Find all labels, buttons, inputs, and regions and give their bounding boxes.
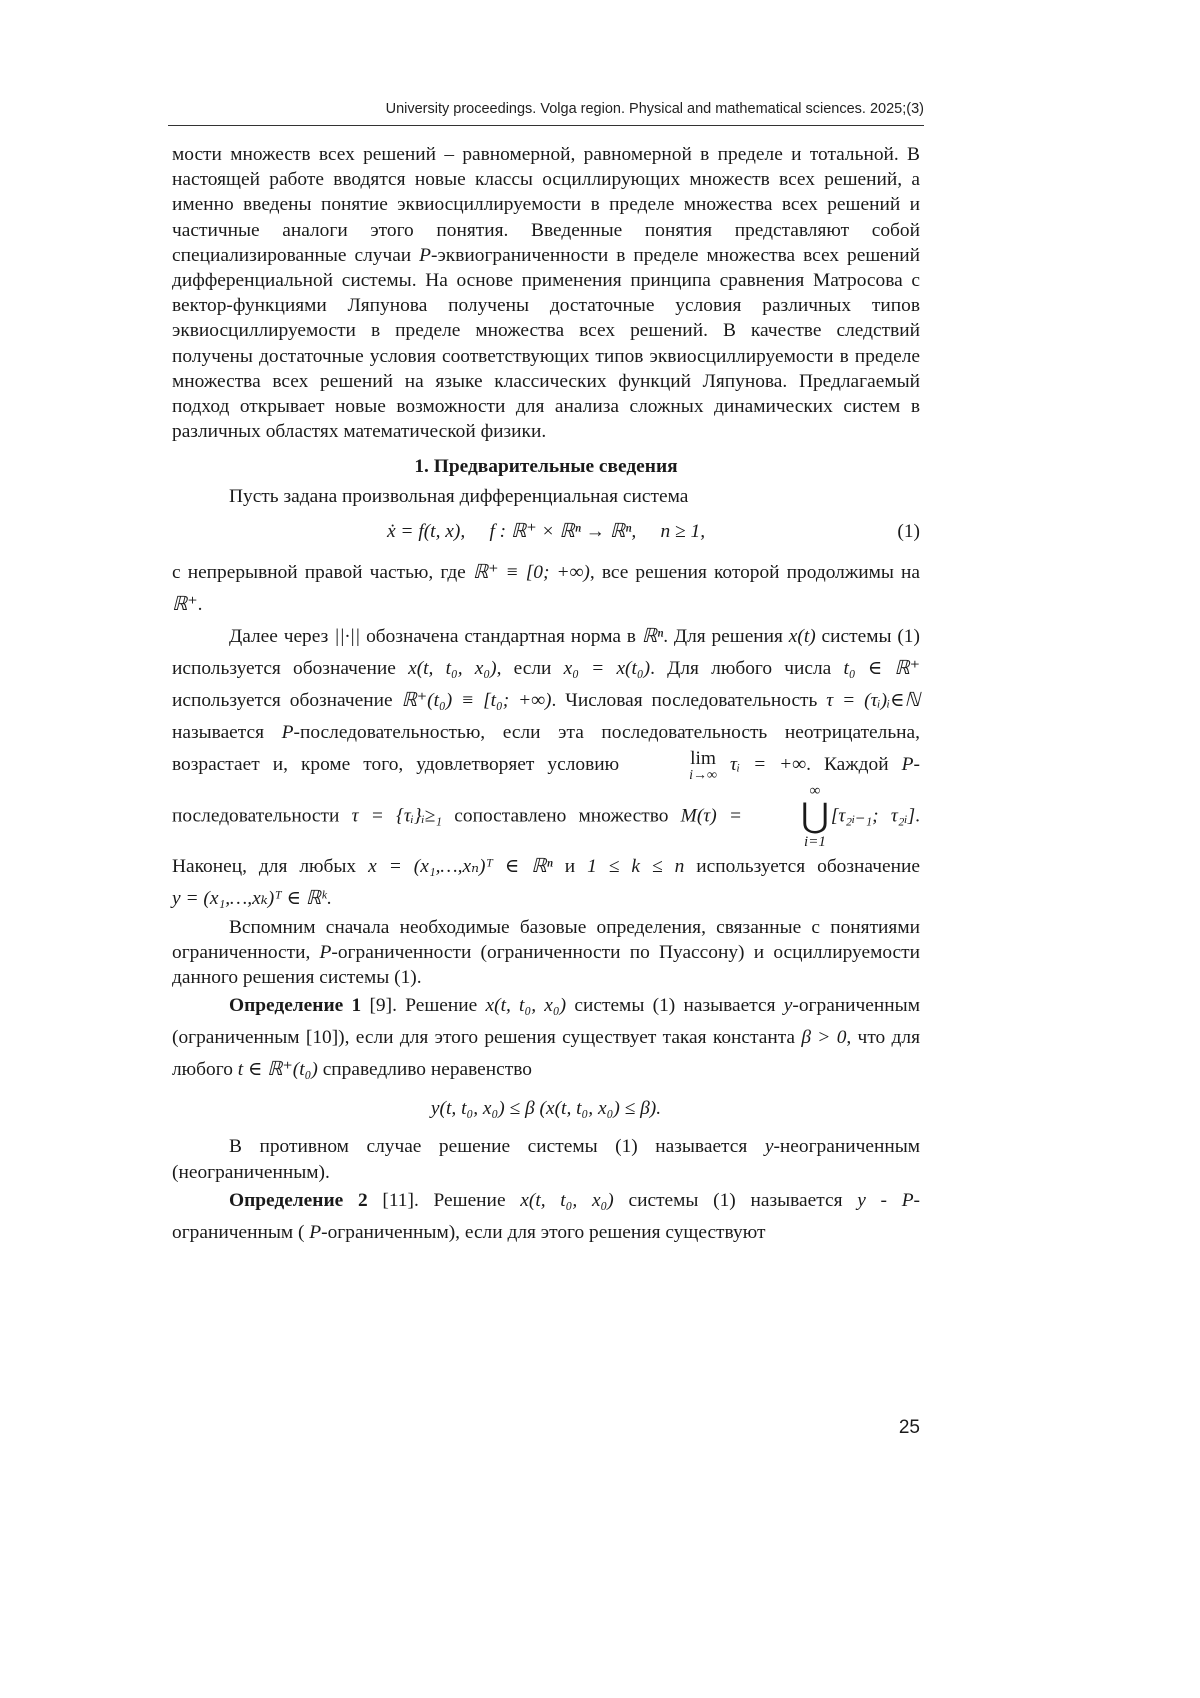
paragraph-system: Пусть задана произвольная дифференциальная система [229, 485, 689, 507]
intro-paragraph: мости множеств всех решений – равномерной, равномерной в пределе и тотальной. В настоящей работе вводятся новые классы осциллирующих множеств всех решений, а именно введены понятие эквиосциллируемости в пределе множества всех решений и частичные аналоги этого понятия. Введенные понятия представляют собой специализированные случаи P-эквиограниченности в пределе множества всех решений дифференциальной системы. На основе применения принципа сравнения Матросова с вектор-функциями Ляпунова получены достаточные условия различных типов эквиосциллируемости в пределе множества всех решений. В качестве следствий получены достаточные условия соответствующих типов эквиосциллируемости в пределе множества всех решений на языке классических функций Ляпунова. Предлагаемый подход открывает новые возможности для анализа сложных динамических систем в различных областях математической физики. [172, 144, 920, 443]
running-head: University proceedings. Volga region. Physical and mathematical sciences. 2025;(3) [385, 101, 924, 117]
equation-number: (1) [897, 520, 920, 542]
definition-1: Определение 1 [9]. Решение x(t, t₀, x₀) системы (1) называется y-ограниченным (ограниченным [10]), если для этого решения существует такая константа β > 0, что для любого t ∈ ℝ⁺(t₀) справедливо неравенство [172, 995, 920, 1081]
page-number: 25 [898, 1417, 920, 1438]
paragraph-continuous: с непрерывной правой частью, где ℝ⁺ ≡ [0; +∞), все решения которой продолжимы на ℝ⁺. [172, 561, 920, 615]
limit-operator: lim i→∞ [689, 747, 717, 783]
definition-2: Определение 2 [11]. Решение x(t, t₀, x₀) системы (1) называется y - P-ограниченным ( P-ограниченным), если для этого решения существуют [172, 1189, 921, 1243]
definition-1-label: Определение 1 [229, 995, 362, 1017]
paragraph-notation: Далее через ||·|| обозначена стандартная норма в ℝⁿ. Для решения x(t) системы (1) используется обозначение x(t, t₀, x₀), если x₀ = x(t₀). Для любого числа t₀ ∈ ℝ⁺ используется обозначение ℝ⁺(t₀) ≡ [t₀; +∞). Числовая последовательность τ = (τᵢ)ᵢ∈ℕ называется P-последовательностью, если эта последовательность неотрицательна, возрастает и, кроме того, удовлетворяет условию lim i→∞ τᵢ = +∞. Каждой P-последовательности τ = {τᵢ}ᵢ≥₁ сопоставлено множество M(τ) = ∞ ⋃ i=1 [τ₂ᵢ₋₁; τ₂ᵢ]. Наконец, для любых x = (x₁,…,xₙ)ᵀ ∈ ℝⁿ и 1 ≤ k ≤ n используется обозначение y = (x₁,…,xₖ)ᵀ ∈ ℝᵏ. [172, 625, 921, 909]
paragraph-otherwise: В противном случае решение системы (1) называется y-неограниченным (неограниченным). [172, 1136, 920, 1183]
definition-2-label: Определение 2 [229, 1189, 368, 1211]
inequality-display: y(t, t₀, x₀) ≤ β (x(t, t₀, x₀) ≤ β). [430, 1098, 662, 1120]
section-heading: 1. Предварительные сведения [414, 456, 678, 478]
union-operator: ∞ ⋃ i=1 [801, 782, 829, 850]
equation-1: ẋ = f(t, x), f : ℝ⁺ × ℝⁿ → ℝⁿ, n ≥ 1, (1) [172, 517, 920, 547]
paragraph-recall: Вспомним сначала необходимые базовые определения, связанные с понятиями ограниченности, P-ограниченности (ограниченности по Пуассону) и осциллируемости данного решения системы (1). [172, 916, 920, 989]
header-rule [168, 125, 924, 126]
body-text [172, 142, 920, 1249]
